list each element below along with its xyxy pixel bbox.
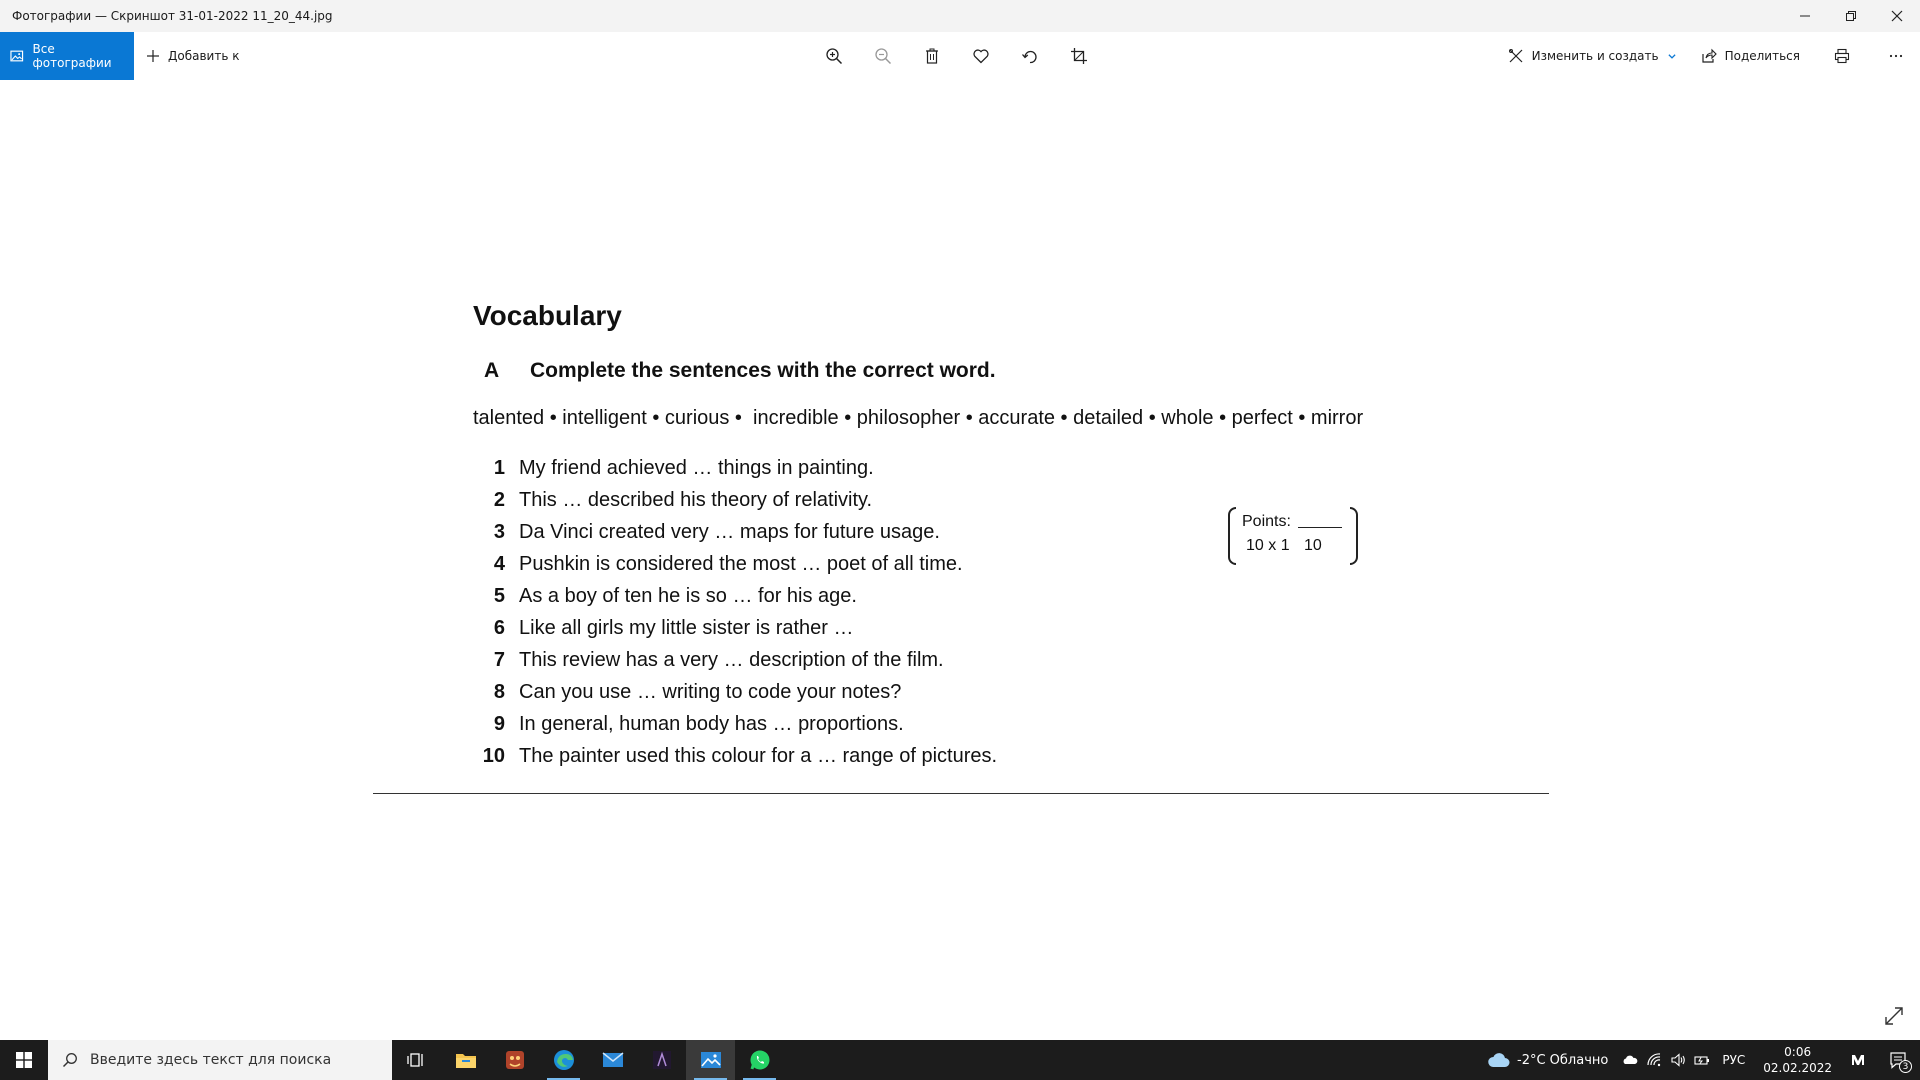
rotate-icon [1021, 47, 1039, 65]
weather-text: -2°C Облачно [1517, 1052, 1609, 1068]
section-letter: A [484, 359, 500, 382]
game-app-icon [503, 1048, 527, 1072]
command-bar [0, 32, 1920, 80]
sentence-item [473, 582, 1173, 610]
points-bracket-left [1228, 507, 1236, 565]
points-calc: 10 x 1 [1246, 537, 1290, 554]
sentence-item [473, 518, 1173, 546]
taskbar-apps [392, 1040, 784, 1080]
taskbar-game-app[interactable] [490, 1040, 539, 1080]
sentence-text: Can you use … writing to code your notes? [519, 680, 902, 703]
points-label: Points: [1242, 513, 1291, 530]
zoom-in-icon [825, 47, 843, 65]
add-to-button[interactable] [134, 49, 239, 63]
restore-button[interactable] [1828, 0, 1874, 32]
sentence-text: This review has a very … description of the film. [519, 648, 944, 671]
sentence-number: 3 [493, 520, 505, 543]
word-bank: talented • intelligent • curious • incredible • philosopher • accurate • detailed • whole • perfect • mirror [473, 407, 1364, 429]
close-icon [1891, 10, 1903, 22]
taskbar-search[interactable] [48, 1040, 392, 1080]
taskbar-app-dark[interactable] [637, 1040, 686, 1080]
sentence-number: 8 [493, 680, 505, 703]
zoom-out-button[interactable] [869, 43, 896, 70]
sentence-item [473, 678, 1173, 706]
folder-icon [454, 1048, 478, 1072]
points-blank-line [1298, 527, 1342, 528]
restore-icon [1845, 10, 1857, 22]
delete-button[interactable] [918, 43, 945, 70]
crop-icon [1070, 47, 1088, 65]
sentence-number: 1 [493, 456, 505, 479]
zoom-out-icon [874, 47, 892, 65]
title-bar [0, 0, 1920, 32]
sentence-text: My friend achieved … things in painting. [519, 456, 874, 479]
all-photos-button[interactable] [0, 32, 134, 80]
printer-icon [1834, 48, 1850, 64]
sentence-number: 4 [493, 552, 505, 575]
taskbar [0, 1040, 1920, 1080]
app-tray-icon [1851, 1052, 1867, 1068]
minimize-button[interactable] [1782, 0, 1828, 32]
windows-logo-icon [16, 1052, 32, 1068]
sentence-text: In general, human body has … proportions. [519, 712, 904, 735]
cloud-icon [1487, 1051, 1511, 1069]
photo-canvas[interactable] [370, 290, 1550, 810]
sentence-item [473, 486, 1173, 514]
clock-date: 02.02.2022 [1763, 1061, 1832, 1075]
sentence-number: 9 [493, 712, 505, 735]
add-to-label: Добавить к [168, 49, 240, 63]
right-tools [1496, 32, 1920, 80]
share-button[interactable] [1689, 32, 1812, 80]
wifi-icon [1646, 1052, 1662, 1068]
taskbar-edge[interactable] [539, 1040, 588, 1080]
search-icon [62, 1052, 78, 1068]
sentence-item [473, 454, 1173, 482]
task-view-button[interactable] [392, 1040, 441, 1080]
system-tray [1477, 1040, 1920, 1080]
edit-create-label: Изменить и создать [1531, 49, 1659, 63]
notification-badge: 3 [1899, 1060, 1912, 1073]
crop-button[interactable] [1065, 43, 1092, 70]
task-view-icon [405, 1048, 429, 1072]
window-title: Фотографии — Скриншот 31-01-2022 11_20_44.jpg [12, 9, 333, 23]
sentence-number: 5 [493, 584, 505, 607]
meet-tray[interactable] [1842, 1040, 1876, 1080]
sentence-text: Pushkin is considered the most … poet of all time. [519, 552, 963, 575]
close-button[interactable] [1874, 0, 1920, 32]
more-icon [1888, 48, 1904, 64]
favorite-button[interactable] [967, 43, 994, 70]
sentence-number: 2 [493, 488, 505, 511]
image-tools [820, 32, 1092, 80]
sentence-item [473, 614, 1173, 642]
sentence-text: Da Vinci created very … maps for future usage. [519, 520, 940, 543]
photos-icon [10, 49, 24, 63]
sentence-item [473, 710, 1173, 738]
trash-icon [923, 47, 941, 65]
share-icon [1701, 48, 1717, 64]
whatsapp-icon [748, 1048, 772, 1072]
sentence-text: As a boy of ten he is so … for his age. [519, 584, 857, 607]
section-instruction: Complete the sentences with the correct word. [530, 359, 996, 382]
language-indicator[interactable]: РУС [1722, 1053, 1746, 1067]
taskbar-photos[interactable] [686, 1040, 735, 1080]
points-bracket-right [1350, 507, 1358, 565]
expand-icon [1883, 1005, 1905, 1027]
chevron-down-icon [1667, 51, 1677, 61]
onedrive-tray[interactable] [1618, 1040, 1642, 1080]
sentence-item [473, 646, 1173, 674]
notification-center-button[interactable] [1876, 1040, 1920, 1080]
search-placeholder: Введите здесь текст для поиска [90, 1052, 332, 1068]
print-button[interactable] [1812, 32, 1872, 80]
photos-app-icon [699, 1048, 723, 1072]
mail-icon [601, 1048, 625, 1072]
clock-time: 0:06 [1784, 1045, 1812, 1059]
edge-browser-icon [552, 1048, 576, 1072]
sentence-number: 10 [482, 744, 505, 767]
zoom-in-button[interactable] [820, 43, 847, 70]
taskbar-mail[interactable] [588, 1040, 637, 1080]
network-tray[interactable] [1642, 1040, 1666, 1080]
heart-icon [972, 47, 990, 65]
sentence-number: 6 [493, 616, 505, 639]
doc-title: Vocabulary [473, 300, 622, 331]
sentence-item [473, 550, 1173, 578]
taskbar-whatsapp[interactable] [735, 1040, 784, 1080]
points-box [1228, 507, 1358, 565]
sentence-text: This … described his theory of relativity. [519, 488, 873, 511]
sentence-text: The painter used this colour for a … range of pictures. [519, 744, 998, 767]
rotate-button[interactable] [1016, 43, 1043, 70]
dark-app-icon [650, 1048, 674, 1072]
onedrive-icon [1622, 1052, 1638, 1068]
minimize-icon [1799, 10, 1811, 22]
sentence-number: 7 [493, 648, 505, 671]
weather-widget[interactable] [1477, 1051, 1618, 1069]
edit-icon [1508, 48, 1524, 64]
fullscreen-button[interactable] [1883, 1005, 1905, 1027]
clock[interactable] [1753, 1044, 1842, 1076]
divider-line [373, 793, 1549, 794]
battery-icon [1694, 1052, 1710, 1068]
points-total: 10 [1304, 537, 1322, 554]
share-label: Поделиться [1724, 49, 1800, 63]
all-photos-label: Все фотографии [32, 42, 112, 70]
sentence-item [473, 742, 1173, 770]
sentence-text: Like all girls my little sister is rather … [519, 616, 854, 639]
edit-create-button[interactable] [1496, 32, 1689, 80]
volume-tray[interactable] [1666, 1040, 1690, 1080]
plus-icon [146, 49, 160, 63]
speaker-icon [1670, 1052, 1686, 1068]
battery-tray[interactable] [1690, 1040, 1714, 1080]
taskbar-file-explorer[interactable] [441, 1040, 490, 1080]
more-options-button[interactable] [1872, 32, 1920, 80]
start-button[interactable] [0, 1040, 48, 1080]
